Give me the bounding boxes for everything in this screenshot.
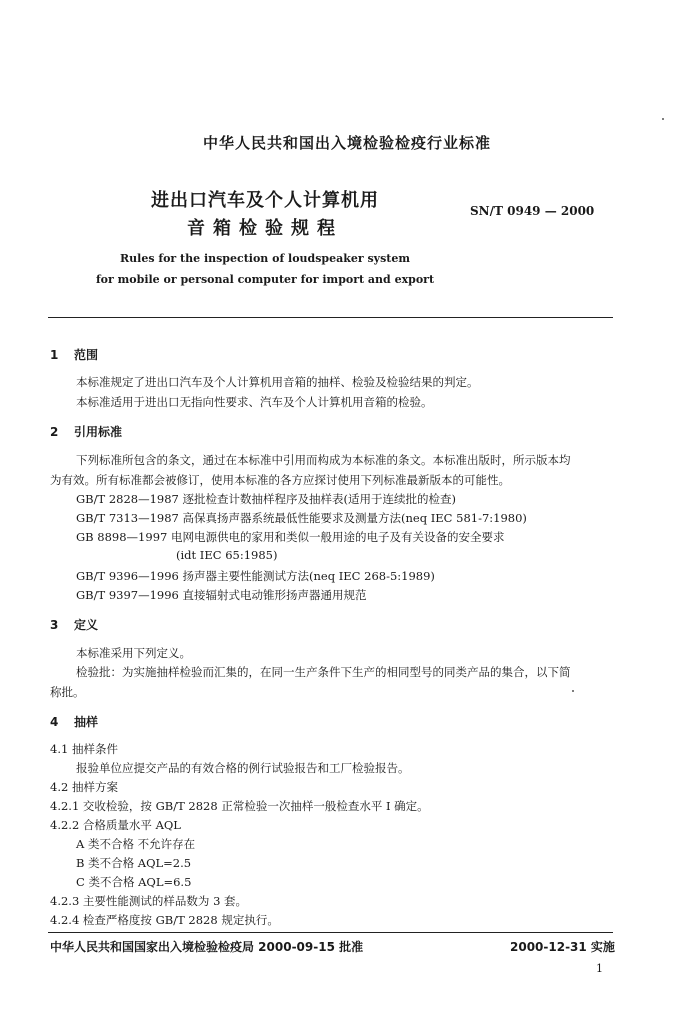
section-1-paragraph-1: 本标准规定了进出口汽车及个人计算机用音箱的抽样、检验及检验结果的判定。: [76, 375, 479, 389]
clause-heading: 4.2 抽样方案: [50, 780, 118, 794]
section-2-paragraph-line1: 下列标准所包含的条文，通过在本标准中引用而构成为本标准的条文。本标准出版时，所示版本均: [76, 453, 571, 467]
clause-text: 4.2.1 交收检验，按 GB/T 2828 正常检验一次抽样一般检查水平 I 确定。: [50, 799, 429, 813]
section-3-definition-line1: 检验批：为实施抽样检验而汇集的，在同一生产条件下生产的相同型号的同类产品的集合，以下简: [76, 665, 571, 679]
industry-standard-heading: 中华人民共和国出入境检验检疫行业标准: [202, 134, 491, 152]
section-3-definition-line2: 称批。: [50, 685, 85, 699]
section-title: 抽样: [74, 715, 99, 729]
reference-standard-note: (idt IEC 65:1985): [176, 548, 278, 562]
section-title: 引用标准: [74, 425, 123, 439]
section-number: 3: [50, 618, 59, 632]
section-number: 2: [50, 425, 59, 439]
section-2-heading: [50, 423, 122, 440]
reference-standard: GB 8898—1997 电网电源供电的家用和类似一般用途的电子及有关设备的安全要求: [76, 530, 505, 544]
reference-standard: GB/T 7313—1987 高保真扬声器系统最低性能要求及测量方法(neq IEC 581-7:1980): [76, 511, 527, 525]
clause-heading: 4.1 抽样条件: [50, 742, 118, 756]
section-1-heading: [50, 346, 98, 363]
clause-text: 4.2.3 主要性能测试的样品数为 3 套。: [50, 894, 248, 908]
document-title-line1: 进出口汽车及个人计算机用: [151, 190, 379, 211]
clause-text: 报验单位应提交产品的有效合格的例行试验报告和工厂检验报告。: [76, 761, 410, 775]
scan-speck: [572, 690, 574, 692]
clause-heading: 4.2.2 合格质量水平 AQL: [50, 818, 181, 832]
section-title: 范围: [74, 348, 99, 362]
section-3-heading: [50, 616, 98, 633]
footer-divider: [48, 932, 613, 933]
document-title-line2: 音箱检验规程: [187, 218, 343, 239]
page-number: 1: [596, 962, 603, 975]
section-2-paragraph-line2: 为有效。所有标准都会被修订，使用本标准的各方应探讨使用下列标准最新版本的可能性。: [50, 473, 510, 487]
scan-speck: [662, 118, 664, 120]
standard-number: SN/T 0949 — 2000: [470, 204, 595, 218]
approval-line: 中华人民共和国国家出入境检验检疫局 2000-09-15 批准: [50, 940, 364, 954]
section-4-heading: [50, 713, 98, 730]
reference-standard: GB/T 9397—1996 直接辐射式电动锥形扬声器通用规范: [76, 588, 367, 602]
aql-class-b: B 类不合格 AQL=2.5: [76, 856, 192, 870]
clause-text: 4.2.4 检查严格度按 GB/T 2828 规定执行。: [50, 913, 279, 927]
english-title-line1: Rules for the inspection of loudspeaker system: [120, 252, 410, 265]
section-1-paragraph-2: 本标准适用于进出口无指向性要求、汽车及个人计算机用音箱的检验。: [76, 395, 433, 409]
english-title-line2: for mobile or personal computer for import and export: [95, 273, 435, 286]
section-title: 定义: [74, 618, 99, 632]
section-number: 4: [50, 715, 59, 729]
section-3-paragraph-1: 本标准采用下列定义。: [76, 646, 191, 660]
aql-class-c: C 类不合格 AQL=6.5: [76, 875, 192, 889]
aql-class-a: A 类不合格 不允许存在: [76, 837, 196, 851]
implementation-date: 2000-12-31 实施: [510, 940, 615, 954]
header-divider: [48, 317, 613, 318]
section-number: 1: [50, 348, 59, 362]
reference-standard: GB/T 9396—1996 扬声器主要性能测试方法(neq IEC 268-5:1989): [76, 569, 435, 583]
reference-standard: GB/T 2828—1987 逐批检查计数抽样程序及抽样表(适用于连续批的检查): [76, 492, 456, 506]
